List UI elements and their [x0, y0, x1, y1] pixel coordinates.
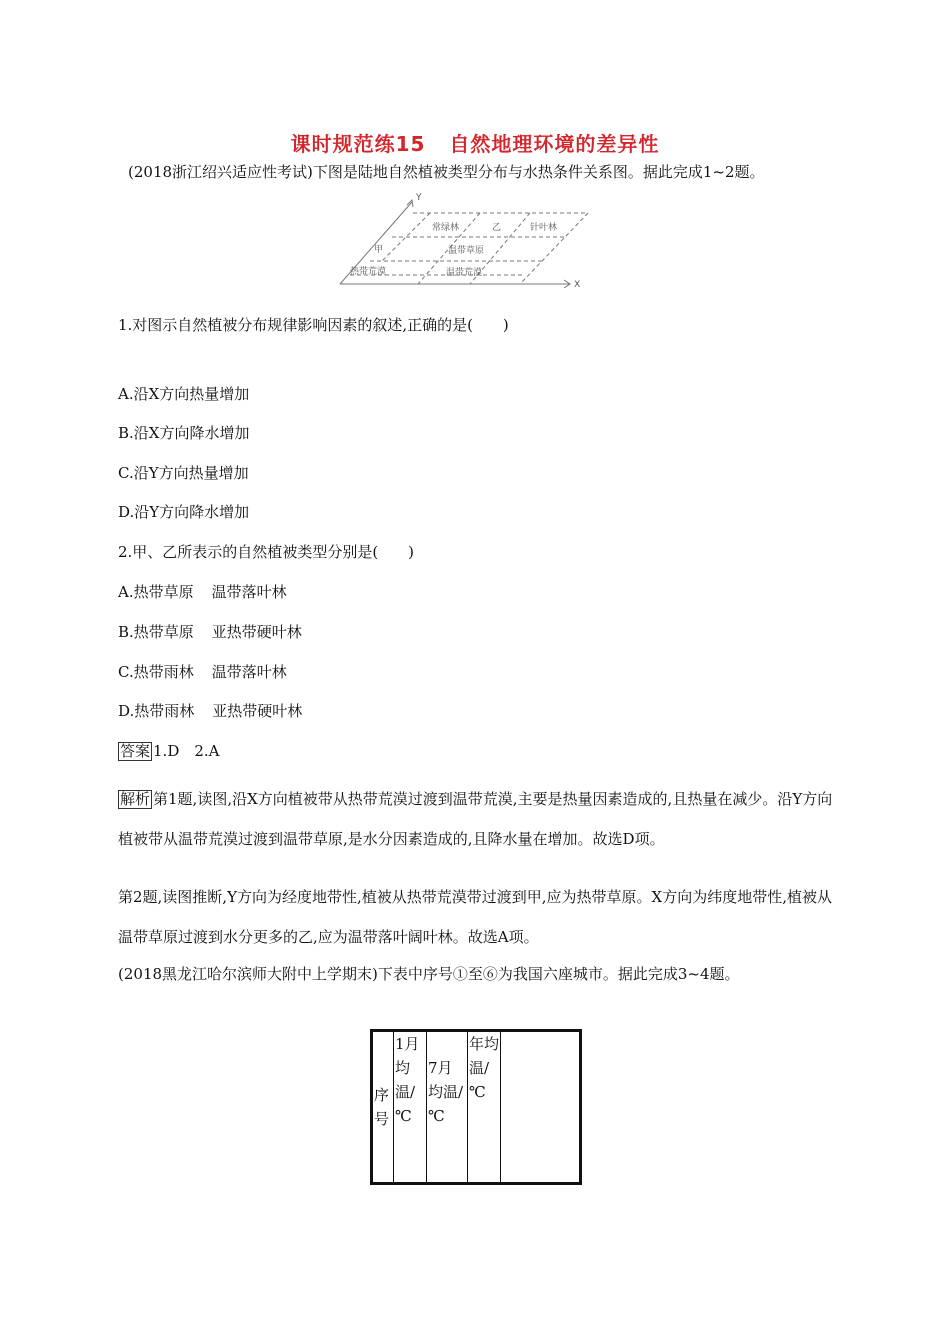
- answer-line: [118, 741, 220, 761]
- q1-option-c: C.沿Y方向热量增加: [118, 464, 249, 482]
- q2-option-c: [118, 662, 287, 682]
- cell-label: 热带荒漠: [350, 267, 387, 277]
- cell-label: 温带草原: [448, 246, 485, 256]
- q2-stem: 2.甲、乙所表示的自然植被类型分别是( ): [118, 543, 415, 561]
- cell-label: 针叶林: [530, 223, 558, 233]
- q2-option-d: [118, 701, 302, 721]
- cell-label: 甲: [374, 245, 384, 255]
- analysis-tag: 解析: [120, 790, 151, 808]
- title-main: 课时规范练15: [290, 132, 426, 156]
- option-value: 亚热带硬叶林: [211, 623, 302, 641]
- option-value: 温带落叶林: [211, 583, 287, 601]
- cell-label: 常绿林: [432, 223, 460, 233]
- option-label: A.热带草原: [118, 583, 194, 601]
- intro-1: (2018浙江绍兴适应性考试)下图是陆地自然植被类型分布与水热条件关系图。据此完成1~2题。: [128, 163, 765, 181]
- cell-label: 温带荒漠: [446, 268, 483, 278]
- cell-label: 乙: [492, 223, 502, 233]
- q1-option-d: D.沿Y方向降水增加: [118, 503, 250, 521]
- option-value: 温带落叶林: [211, 663, 287, 681]
- col-header-annual: 年均温/℃: [468, 1031, 501, 1184]
- axis-x-label: X: [574, 280, 581, 288]
- q1-option-b: B.沿X方向降水增加: [118, 424, 250, 442]
- analysis-paragraph-1: [118, 779, 838, 859]
- option-label: C.热带雨林: [118, 663, 194, 681]
- q1-stem: 1.对图示自然植被分布规律影响因素的叙述,正确的是( ): [118, 316, 509, 334]
- answer-tag: 答案: [120, 742, 151, 760]
- col-header-jul: 7月均温/℃: [427, 1031, 468, 1184]
- analysis-paragraph-2: 第2题,读图推断,Y方向为经度地带性,植被从热带荒漠带过渡到甲,应为热带草原。X方向为纬度地带性,植被从温带草原过渡到水分更多的乙,应为温带落叶阔叶林。故选A项。: [118, 888, 832, 946]
- axis-y-label: Y: [416, 193, 422, 203]
- option-label: D.热带雨林: [118, 702, 195, 720]
- answer-text: 1.D 2.A: [153, 742, 220, 760]
- col-header-empty: [501, 1031, 581, 1184]
- city-temperature-table: [370, 1029, 582, 1185]
- vegetation-diagram: [330, 188, 590, 288]
- title-sub: 自然地理环境的差异性: [449, 132, 660, 156]
- option-value: 亚热带硬叶林: [212, 702, 303, 720]
- table-header-row: [372, 1031, 581, 1184]
- intro-2: (2018黑龙江哈尔滨师大附中上学期末)下表中序号①至⑥为我国六座城市。据此完成3~4题。: [118, 965, 740, 983]
- q2-option-a: [118, 582, 287, 602]
- col-header-no: 序号: [372, 1031, 394, 1184]
- col-header-jan: 1月均温/℃: [394, 1031, 427, 1184]
- q2-option-b: [118, 622, 302, 642]
- page-title: [0, 128, 950, 157]
- option-label: B.热带草原: [118, 623, 194, 641]
- q1-option-a: A.沿X方向热量增加: [118, 385, 250, 403]
- analysis-text-1: 第1题,读图,沿X方向植被带从热带荒漠过渡到温带荒漠,主要是热量因素造成的,且热量在减少。沿Y方向植被带从温带荒漠过渡到温带草原,是水分因素造成的,且降水量在增加。故选D项。: [118, 790, 833, 848]
